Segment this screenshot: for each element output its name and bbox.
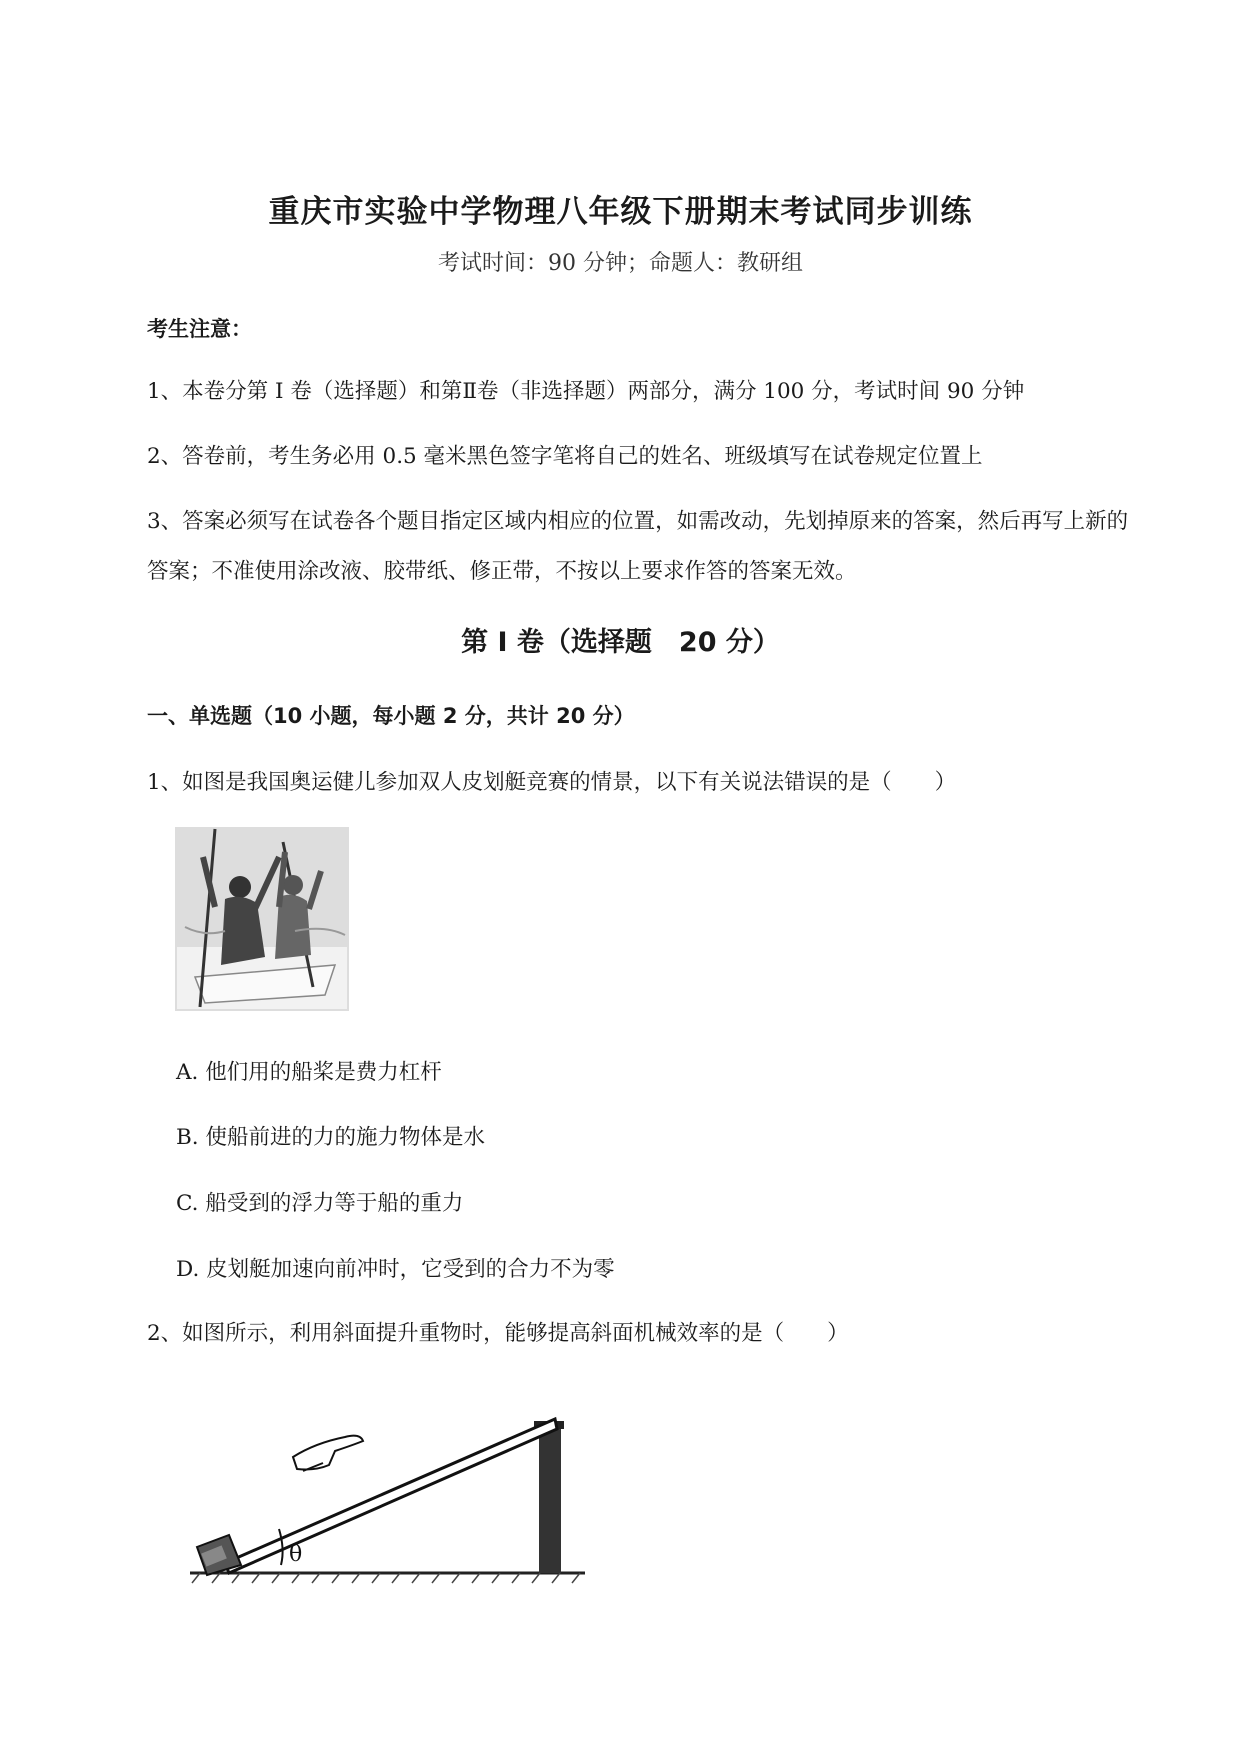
canoe-photo bbox=[175, 827, 349, 1011]
notice-item-3: 3、答案必须写在试卷各个题目指定区域内相应的位置，如需改动，先划掉原来的答案，然后再写上新的答案；不准使用涂改液、胶带纸、修正带，不按以上要求作答的答案无效。 bbox=[147, 509, 1129, 584]
option-d: D. 皮划艇加速向前冲时，它受到的合力不为零 bbox=[176, 1257, 615, 1282]
page-title: 重庆市实验中学物理八年级下册期末考试同步训练 bbox=[268, 194, 973, 230]
angle-theta-label: θ bbox=[289, 1542, 303, 1567]
notice-heading: 考生注意： bbox=[147, 317, 252, 341]
option-a: A. 他们用的船桨是费力杠杆 bbox=[176, 1060, 442, 1085]
question-2-stem: 2、如图所示，利用斜面提升重物时，能够提高斜面机械效率的是（ ） bbox=[147, 1321, 849, 1346]
section-title: 第 I 卷（选择题 20 分） bbox=[461, 627, 780, 658]
option-b: B. 使船前进的力的施力物体是水 bbox=[176, 1125, 485, 1150]
incline-diagram bbox=[185, 1385, 595, 1585]
notice-item-1: 1、本卷分第 I 卷（选择题）和第Ⅱ卷（非选择题）两部分，满分 100 分，考试时间 90 分钟 bbox=[147, 379, 1025, 404]
exam-info: 考试时间：90 分钟；命题人：教研组 bbox=[438, 251, 803, 276]
option-c: C. 船受到的浮力等于船的重力 bbox=[176, 1191, 464, 1216]
notice-item-2: 2、答卷前，考生务必用 0.5 毫米黑色签字笔将自己的姓名、班级填写在试卷规定位置上 bbox=[147, 444, 983, 469]
question-group-heading: 一、单选题（10 小题，每小题 2 分，共计 20 分） bbox=[147, 704, 635, 728]
question-1-stem: 1、如图是我国奥运健儿参加双人皮划艇竞赛的情景，以下有关说法错误的是（ ） bbox=[147, 770, 957, 795]
